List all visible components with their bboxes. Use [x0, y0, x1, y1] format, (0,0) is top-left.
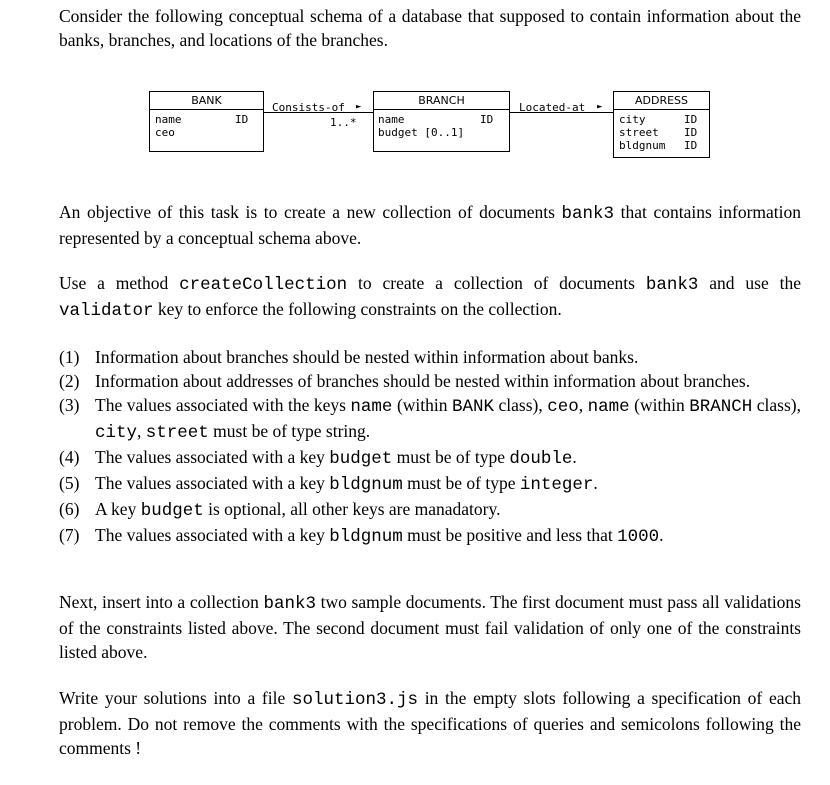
- constraint-item-4: [59, 445, 801, 471]
- bank-attr-name: name: [155, 113, 182, 126]
- address-id-1: ID: [684, 113, 698, 126]
- constraint-number: (7): [59, 525, 80, 545]
- constraint-text: must be positive and less that: [402, 525, 618, 545]
- bank-attr-ceo: ceo: [155, 126, 175, 139]
- code-validator: validator: [59, 301, 154, 321]
- constraint-text: ,: [578, 395, 588, 415]
- code-budget: budget: [140, 501, 204, 521]
- method-text-3: and use the: [698, 273, 801, 293]
- address-id-3: ID: [684, 139, 698, 152]
- constraint-text: must be of type: [402, 473, 520, 493]
- bank-class-title: BANK: [150, 92, 263, 110]
- constraint-number: (1): [59, 347, 80, 367]
- constraint-text: must be of type string.: [208, 421, 371, 441]
- constraint-text: Information about branches should be nested within information about banks.: [95, 347, 639, 367]
- method-text-4: key to enforce the following constraints on the collection.: [153, 299, 562, 319]
- consists-of-multiplicity: 1..*: [330, 116, 357, 129]
- code-budget: budget: [329, 449, 393, 469]
- insert-text-2: two sample documents. The first document must pass all validations of the constraints listed above. The second document must fail validation of only one of the constraints listed above.: [59, 592, 801, 662]
- address-attr-city: city: [619, 113, 646, 126]
- bank-attr-id: ID: [235, 113, 249, 126]
- insert-text-1: Next, insert into a collection: [59, 592, 264, 612]
- code-name: name: [350, 397, 393, 417]
- objective-text-2: that contains information represented by a conceptual schema above.: [59, 202, 801, 248]
- code-bank3: bank3: [645, 275, 699, 295]
- constraint-item-3: [59, 393, 801, 445]
- constraint-number: (6): [59, 499, 80, 519]
- constraint-text: (within: [392, 395, 452, 415]
- code-1000: 1000: [617, 527, 660, 547]
- constraint-number: (5): [59, 473, 80, 493]
- code-bank: BANK: [452, 397, 495, 417]
- method-text-2: to create a collection of documents: [347, 273, 646, 293]
- objective-text-1: An objective of this task is to create a new collection of documents: [59, 202, 562, 222]
- code-street: street: [145, 423, 209, 443]
- code-bldgnum: bldgnum: [329, 475, 403, 495]
- code-ceo: ceo: [547, 397, 579, 417]
- solution-text-2: in the empty slots following a specification of each problem. Do not remove the comments with the specifications of queries and semicolons following the comments !: [59, 688, 801, 758]
- consists-of-label: Consists-of: [272, 101, 345, 114]
- constraint-text: ,: [137, 421, 146, 441]
- address-id-2: ID: [684, 126, 698, 139]
- code-bank3: bank3: [263, 594, 316, 614]
- code-integer: integer: [519, 475, 594, 495]
- code-createcollection: createCollection: [179, 275, 348, 295]
- constraint-text: .: [593, 473, 598, 493]
- constraint-number: (2): [59, 371, 80, 391]
- constraint-number: (4): [59, 447, 80, 467]
- constraint-text: The values associated with a key: [95, 473, 330, 493]
- constraint-text: is optional, all other keys are manadatory.: [203, 499, 501, 519]
- constraints-list: [59, 345, 801, 549]
- code-solution3-js: solution3.js: [291, 690, 418, 710]
- constraint-text: .: [572, 447, 577, 467]
- constraint-item-5: [59, 471, 801, 497]
- code-bldgnum: bldgnum: [329, 527, 403, 547]
- method-text-1: Use a method: [59, 273, 180, 293]
- constraint-text: .: [659, 525, 664, 545]
- constraint-text: (within: [629, 395, 690, 415]
- constraint-text: The values associated with a key: [95, 525, 330, 545]
- constraint-text: Information about addresses of branches should be nested within information about branches.: [95, 371, 751, 391]
- located-at-label: Located-at: [519, 101, 586, 114]
- branch-class-title: BRANCH: [374, 92, 509, 110]
- constraint-item-7: [59, 523, 801, 549]
- branch-attr-id: ID: [480, 113, 494, 126]
- constraint-text: class),: [752, 395, 801, 415]
- branch-attr-name: name: [378, 113, 405, 126]
- code-double: double: [509, 449, 573, 469]
- constraint-number: (3): [59, 395, 80, 415]
- code-name: name: [587, 397, 630, 417]
- code-city: city: [95, 423, 138, 443]
- constraint-text: The values associated with a key: [95, 447, 330, 467]
- constraint-item-6: [59, 497, 801, 523]
- conceptual-schema-diagram: [0, 0, 830, 190]
- located-at-arrow: ►: [597, 102, 603, 112]
- address-attr-street: street: [619, 126, 659, 139]
- constraint-item-1: [59, 345, 801, 369]
- constraint-text: The values associated with the keys: [95, 395, 351, 415]
- objective-paragraph: [59, 200, 801, 250]
- consists-of-arrow: ►: [356, 102, 362, 112]
- address-class-title: ADDRESS: [614, 92, 709, 110]
- intro-paragraph: Consider the following conceptual schema of a database that supposed to contain information about the banks, branches, and locations of the branches.: [59, 6, 801, 50]
- branch-attr-budget: budget [0..1]: [378, 126, 465, 139]
- constraint-text: A key: [95, 499, 141, 519]
- solution-text-1: Write your solutions into a file: [59, 688, 292, 708]
- solution-paragraph: [59, 686, 801, 760]
- insert-paragraph: [59, 590, 801, 664]
- constraint-item-2: [59, 369, 801, 393]
- address-attr-bldgnum: bldgnum: [619, 139, 666, 152]
- constraint-text: must be of type: [392, 447, 510, 467]
- code-branch: BRANCH: [689, 397, 753, 417]
- constraint-text: class),: [494, 395, 548, 415]
- method-paragraph: [59, 271, 801, 323]
- code-bank3: bank3: [561, 204, 615, 224]
